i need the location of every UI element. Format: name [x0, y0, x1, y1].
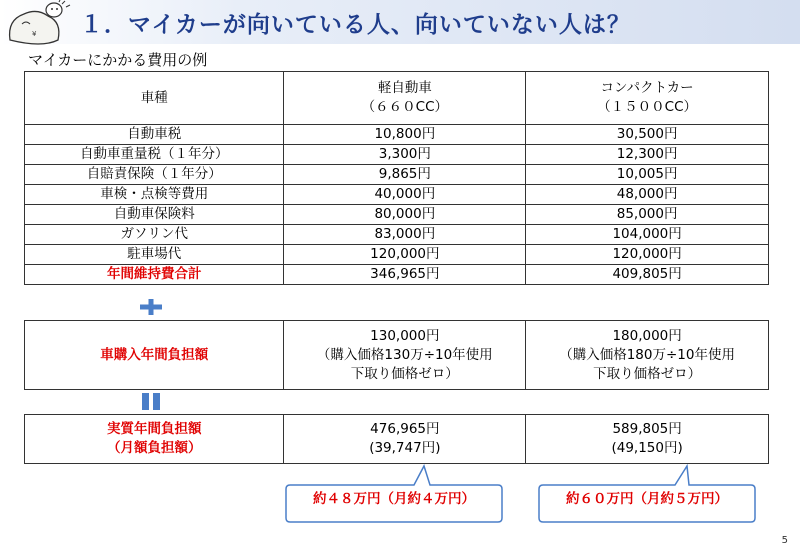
row-compact-value: 12,300円: [526, 145, 769, 165]
purchase-compact-cell: [526, 321, 769, 390]
real-cost-compact-annual: 589,805円: [612, 421, 682, 437]
row-kei-value: 3,300円: [284, 145, 526, 165]
row-label: 自動車税: [25, 125, 284, 145]
header-kei-cc: （６６０CC）: [361, 99, 449, 115]
page-title: １．マイカーが向いている人、向いていない人は？: [80, 12, 631, 38]
table-row: [25, 165, 769, 185]
mascot-illustration: [2, 0, 72, 50]
svg-text:¥: ¥: [32, 30, 37, 38]
purchase-kei-note2: 下取り価格ゼロ）: [350, 365, 459, 382]
section-subtitle: マイカーにかかる費用の例: [28, 51, 208, 69]
row-kei-value: 80,000円: [284, 205, 526, 225]
real-cost-table: [24, 414, 769, 464]
real-cost-compact-monthly: (49,150円): [611, 440, 683, 456]
header-kei: [284, 72, 526, 125]
row-compact-value: 85,000円: [526, 205, 769, 225]
table-row: [25, 125, 769, 145]
equals-icon: [140, 393, 162, 410]
row-label: 駐車場代: [25, 245, 284, 265]
total-kei-value: 346,965円: [284, 265, 526, 285]
table-row: [25, 145, 769, 165]
header-compact-cc: （１５００CC）: [597, 99, 698, 115]
table-header-row: [25, 72, 769, 125]
callout-kei-text: 約４８万円（月約４万円）: [313, 491, 475, 507]
plus-icon: [140, 299, 162, 315]
cost-table: [24, 71, 769, 285]
row-compact-value: 104,000円: [526, 225, 769, 245]
row-compact-value: 10,005円: [526, 165, 769, 185]
row-compact-value: 48,000円: [526, 185, 769, 205]
real-cost-monthly-label: （月額負担額）: [106, 440, 202, 456]
real-cost-row: [25, 415, 769, 464]
purchase-label: 車購入年間負担額: [25, 321, 284, 390]
purchase-kei-note: （購入価格130万÷10年使用: [316, 346, 493, 363]
purchase-kei-amount: 130,000円: [370, 327, 440, 344]
page-number: 5: [781, 535, 788, 546]
table-row: [25, 245, 769, 265]
row-label: ガソリン代: [25, 225, 284, 245]
purchase-kei-cell: [284, 321, 526, 390]
purchase-compact-note: （購入価格180万÷10年使用: [559, 346, 735, 363]
header-kei-name: 軽自動車: [377, 80, 432, 96]
purchase-compact-amount: 180,000円: [612, 327, 682, 344]
row-compact-value: 120,000円: [526, 245, 769, 265]
row-label: 車検・点検等費用: [25, 185, 284, 205]
callout-compact-text: 約６０万円（月約５万円）: [566, 491, 728, 507]
row-compact-value: 30,500円: [526, 125, 769, 145]
real-cost-label-cell: [25, 415, 284, 464]
purchase-compact-note2: 下取り価格ゼロ）: [593, 365, 702, 382]
table-row: [25, 185, 769, 205]
header-compact-name: コンパクトカー: [600, 80, 694, 96]
header-vehicle-type: 車種: [25, 72, 284, 125]
table-row: [25, 225, 769, 245]
row-kei-value: 10,800円: [284, 125, 526, 145]
row-kei-value: 83,000円: [284, 225, 526, 245]
purchase-row: [25, 321, 769, 390]
real-cost-label: 実質年間負担額: [106, 421, 202, 437]
real-cost-kei-cell: [284, 415, 526, 464]
real-cost-kei-annual: 476,965円: [370, 421, 440, 437]
total-row: [25, 265, 769, 285]
row-kei-value: 120,000円: [284, 245, 526, 265]
purchase-table: [24, 320, 769, 390]
real-cost-compact-cell: [526, 415, 769, 464]
row-kei-value: 9,865円: [284, 165, 526, 185]
total-label: 年間維持費合計: [25, 265, 284, 285]
row-label: 自賠責保険（１年分）: [25, 165, 284, 185]
header-compact: [526, 72, 769, 125]
row-label: 自動車保険料: [25, 205, 284, 225]
row-kei-value: 40,000円: [284, 185, 526, 205]
row-label: 自動車重量税（１年分）: [25, 145, 284, 165]
table-row: [25, 205, 769, 225]
real-cost-kei-monthly: (39,747円): [369, 440, 441, 456]
total-compact-value: 409,805円: [526, 265, 769, 285]
